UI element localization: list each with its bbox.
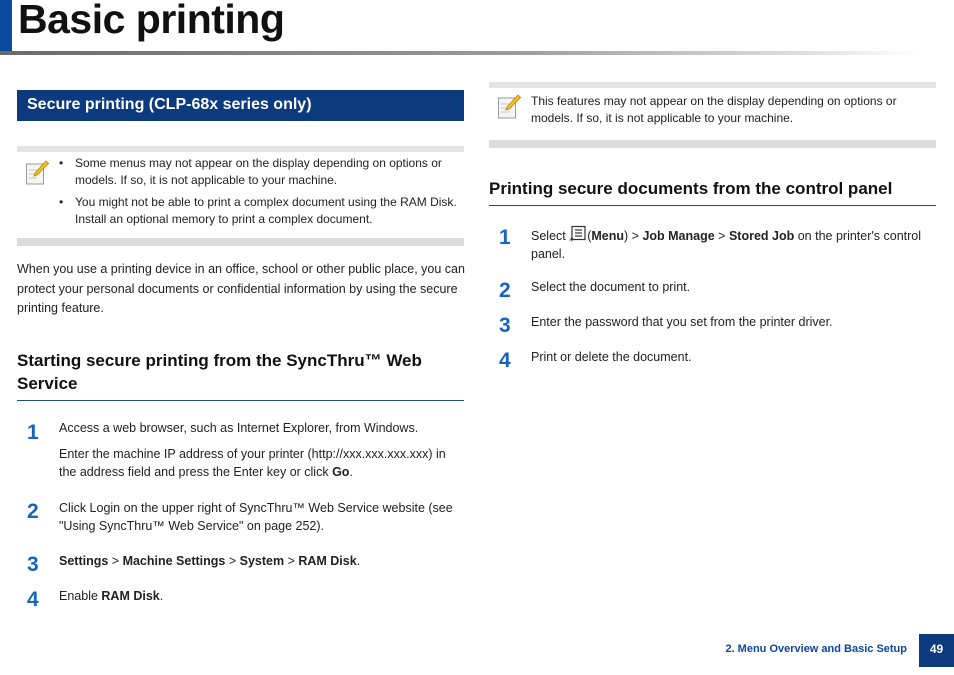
step-number: 3: [499, 314, 511, 337]
footer-chapter-link[interactable]: 2. Menu Overview and Basic Setup: [725, 643, 907, 655]
svg-text:*: *: [569, 237, 574, 244]
subheading-rule: [17, 400, 464, 401]
section-subheading: Starting secure printing from the SyncThru™ Web Service: [17, 351, 422, 393]
section-subheading: Printing secure documents from the control panel: [489, 179, 893, 198]
step-number: 4: [27, 588, 39, 611]
note-bullet: • You might not be able to print a complex document using the RAM Disk. Install an optional memory to print a complex document.: [59, 195, 457, 226]
note-bullet-text: Some menus may not appear on the display depending on options or models. If so, it is not applicable to your machine.: [75, 156, 442, 187]
menu-button-icon: [569, 225, 587, 244]
step-1-line-a: Access a web browser, such as Internet Explorer, from Windows.: [59, 421, 419, 435]
title-divider: [0, 51, 920, 55]
step-2-text: Click Login on the upper right of SyncThru™ Web Service website (see "Using SyncThru™ Web Service" on page 252).: [59, 501, 453, 533]
note-pencil-icon: [497, 94, 521, 120]
title-accent-bar: [0, 0, 12, 52]
section-title-band: [17, 90, 464, 121]
section-title: Secure printing (CLP-68x series only): [27, 96, 312, 113]
subheading-rule: [489, 205, 936, 206]
step-number: 1: [499, 226, 511, 249]
note-box: [489, 82, 936, 148]
page-number-badge: 49: [919, 634, 954, 667]
note-bullet-text: You might not be able to print a complex document using the RAM Disk. Install an optional memory to print a complex document.: [75, 195, 457, 226]
note-pencil-icon: [25, 160, 49, 186]
step-2-text: Select the document to print.: [531, 280, 691, 294]
note-text: This features may not appear on the display depending on options or models. If so, it is not applicable to your machine.: [531, 94, 897, 125]
step-4-text: Enable RAM Disk.: [59, 589, 164, 603]
step-number: 2: [499, 279, 511, 302]
step-number: 2: [27, 500, 39, 523]
step-number: 1: [27, 421, 39, 444]
step-3-text: Enter the password that you set from the printer driver.: [531, 315, 833, 329]
step-1-text: Select * (Menu) > Job Manage > Stored Job on the printer's control panel.: [531, 225, 936, 263]
page-title: Basic printing: [18, 0, 285, 42]
step-3-text: Settings > Machine Settings > System > RAM Disk.: [59, 554, 361, 568]
note-bullet: • Some menus may not appear on the display depending on options or models. If so, it is not applicable to your machine.: [59, 156, 442, 187]
note-box: [17, 146, 464, 246]
step-number: 3: [27, 553, 39, 576]
intro-paragraph: When you use a printing device in an office, school or other public place, you can protect your personal documents or confidential information by using the secure printing feature.: [17, 262, 465, 315]
step-number: 4: [499, 349, 511, 372]
step-1-line-b: Enter the machine IP address of your printer (http://xxx.xxx.xxx.xxx) in the address field and press the Enter key or click Go.: [59, 447, 446, 479]
step-1-text: [59, 419, 459, 481]
step-4-text: Print or delete the document.: [531, 350, 692, 364]
